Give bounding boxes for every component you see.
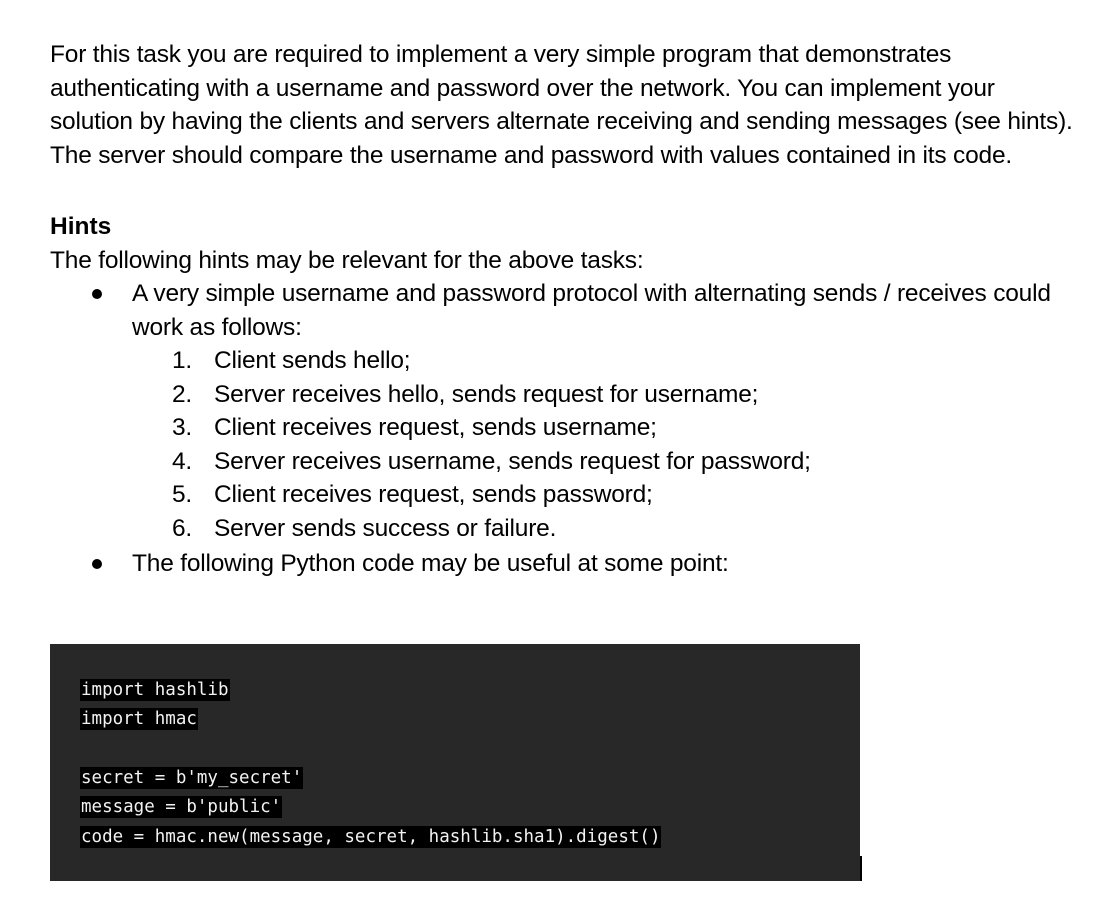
hints-lead: The following hints may be relevant for the above tasks:: [50, 246, 644, 274]
code-block: [50, 644, 860, 881]
step-number: 5.: [172, 481, 193, 508]
protocol-step: [132, 445, 1080, 479]
code-line: secret = b'my_secret': [81, 768, 303, 788]
step-number: 6.: [172, 514, 193, 542]
code-block-edge: [860, 856, 862, 881]
step-text: Client sends hello;: [214, 347, 411, 374]
document: [50, 38, 1080, 581]
hints-heading: Hints: [50, 213, 112, 240]
code-line: code = hmac.new(message, secret, hashlib.sha1).digest(): [81, 827, 661, 847]
protocol-step: [132, 411, 1080, 445]
hint-bullet-python: [50, 547, 1080, 581]
step-text: Client receives request, sends username;: [214, 414, 657, 441]
step-number: 3.: [172, 414, 193, 441]
code-line: import hmac: [81, 709, 197, 729]
bullet-icon: [92, 559, 102, 569]
step-text: Server sends success or failure.: [214, 514, 557, 542]
step-text: Client receives request, sends password;: [214, 481, 653, 508]
step-text: Server receives hello, sends request for username;: [214, 380, 759, 408]
step-number: 1.: [172, 347, 193, 374]
bullet-icon: [92, 289, 102, 299]
protocol-step: [132, 344, 1080, 378]
step-number: 4.: [172, 447, 193, 475]
hint-bullet-protocol: [50, 277, 1080, 545]
code-line: message = b'public': [81, 797, 282, 817]
code-line: import hashlib: [81, 680, 229, 700]
hint-text: A very simple username and password protocol with alternating sends / receives could work as follows:: [132, 280, 1051, 341]
protocol-step: [132, 512, 1080, 546]
intro-paragraph: For this task you are required to implement a very simple program that demonstrates authenticating with a username and password over the network. You can implement your solution by having the clients and servers alternate receiving and sending messages (see hints). The server should compare the username and password with values contained in its code.: [50, 41, 1073, 169]
protocol-step: [132, 378, 1080, 412]
step-text: Server receives username, sends request for password;: [214, 447, 811, 475]
protocol-step: [132, 478, 1080, 512]
step-number: 2.: [172, 380, 193, 408]
hint-text: The following Python code may be useful at some point:: [132, 550, 729, 577]
hints-list: [50, 277, 1080, 581]
protocol-steps: [132, 344, 1080, 545]
